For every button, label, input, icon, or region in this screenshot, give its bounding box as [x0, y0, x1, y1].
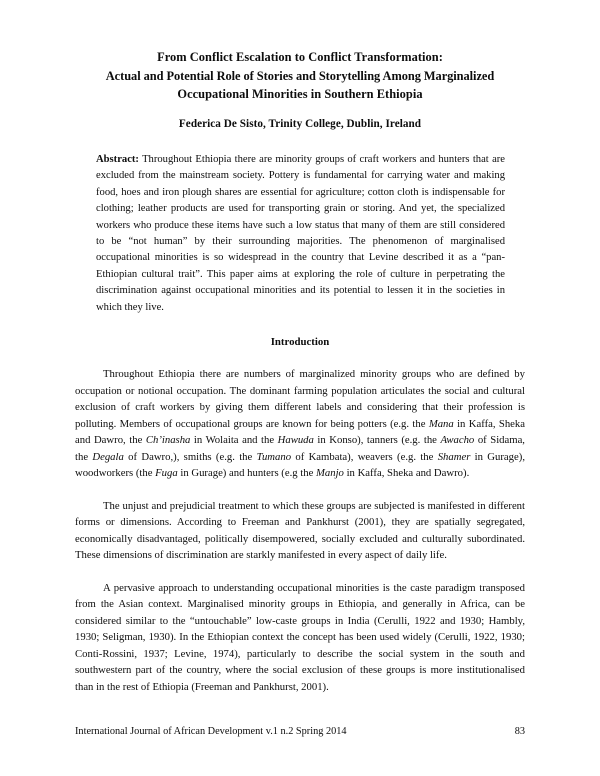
title-line-2: Actual and Potential Role of Stories and Storytelling Among Marginalized — [105, 68, 495, 83]
p1-seg-7: of Kambata), weavers (e.g. the — [291, 450, 438, 463]
term-degala: Degala — [92, 450, 124, 463]
paragraph-3: A pervasive approach to understanding occupational minorities is the caste paradigm transposed from the Asian context. Marginalised minority groups in Ethiopia, and generally in Africa, can be considered similar to the “untouchable” low-caste groups in India (Cerulli, 1922 and 1930; Hambly, 1930; Seligman, 1930). In the Ethiopian context the concept has been used widely (Cerulli, 1922, 1930; Conti-Rossini, 1937; Levine, 1974), particularly to describe the social system in the south and southwestern part of the country, where the social exclusion of these groups is more institutionalised than in the rest of Ethiopia (Freeman and Pankhurst, 2001). — [75, 581, 525, 693]
paragraph-2: The unjust and prejudicial treatment to which these groups are subjected is manifested in different forms or dimensions. According to Freeman and Pankhurst (2001), they are spatially segregated, economically disadvantaged, politically disempowered, socially excluded and culturally subordinated. These dimensions of discrimination are starkly manifested in every aspect of daily life. — [75, 499, 525, 561]
p1-seg-6: of Dawro,), smiths (e.g. the — [123, 450, 257, 463]
body-column — [75, 366, 525, 711]
author-affiliation: Federica De Sisto, Trinity College, Dublin, Ireland — [178, 118, 422, 130]
p1-seg-4: in Konso), tanners (e.g. the — [313, 434, 441, 446]
article-title — [75, 48, 525, 104]
abstract-label: Abstract: — [96, 154, 139, 165]
p1-seg-5: of Sidama, the — [75, 434, 525, 463]
page-footer — [75, 726, 525, 737]
p1-seg-1: Throughout Ethiopia there are numbers of marginalized minority groups who are defined by occupation or notional occupation. The dominant farming population articulates the social and cultural exclusion of craft workers by giving them different labels and considering that their profession is polluting. Members of occupational groups are known for being potters (e.g. the — [75, 368, 525, 430]
p1-seg-3: in Wolaita and the — [190, 434, 278, 446]
footer-journal-citation: International Journal of African Development v.1 n.2 Spring 2014 — [75, 726, 347, 737]
abstract-block — [96, 152, 505, 316]
term-tumano: Tumano — [256, 450, 292, 463]
footer-page-number: 83 — [514, 726, 525, 737]
term-awacho: Awacho — [440, 434, 475, 446]
title-line-1: From Conflict Escalation to Conflict Transformation: — [157, 50, 443, 64]
term-chinasha: Ch’inasha — [145, 434, 191, 446]
p1-seg-10: in Kaffa, Sheka and Dawro). — [343, 467, 470, 479]
term-shamer: Shamer — [437, 450, 471, 463]
term-hawuda: Hawuda — [277, 434, 314, 446]
p1-seg-8: in Gurage), woodworkers (the — [75, 450, 525, 479]
title-line-3: Occupational Minorities in Southern Ethiopia — [177, 87, 423, 102]
term-fuga: Fuga — [155, 467, 178, 479]
term-mana: Mana — [428, 417, 454, 430]
p1-seg-9: in Gurage) and hunters (e.g the — [177, 467, 316, 479]
paragraph-1 — [75, 366, 525, 482]
abstract-text: Throughout Ethiopia there are minority groups of craft workers and hunters that are excluded from the mainstream society. Pottery is fundamental for carrying water and making food, hoes and iron plough shares are essential for agriculture; cotton cloth is indispensable for clothing; leather products are used for transporting grain or storing. And yet, the specialized workers who produce these items have such a low status that many of them are still considered to be “not human” by their surrounding majorities. The phenomenon of marginalised occupational minorities is so widespread in the country that Levine described it as a “pan-Ethiopian cultural trait”. This paper aims at exploring the role of culture in perpetrating the discrimination against occupational minorities and its potential to lessen it in the societies in which they live. — [96, 154, 505, 313]
p1-seg-2: in Kaffa, Sheka and Dawro, the — [75, 417, 526, 446]
term-manjo: Manjo — [316, 467, 344, 479]
section-heading-introduction: Introduction — [270, 336, 330, 348]
